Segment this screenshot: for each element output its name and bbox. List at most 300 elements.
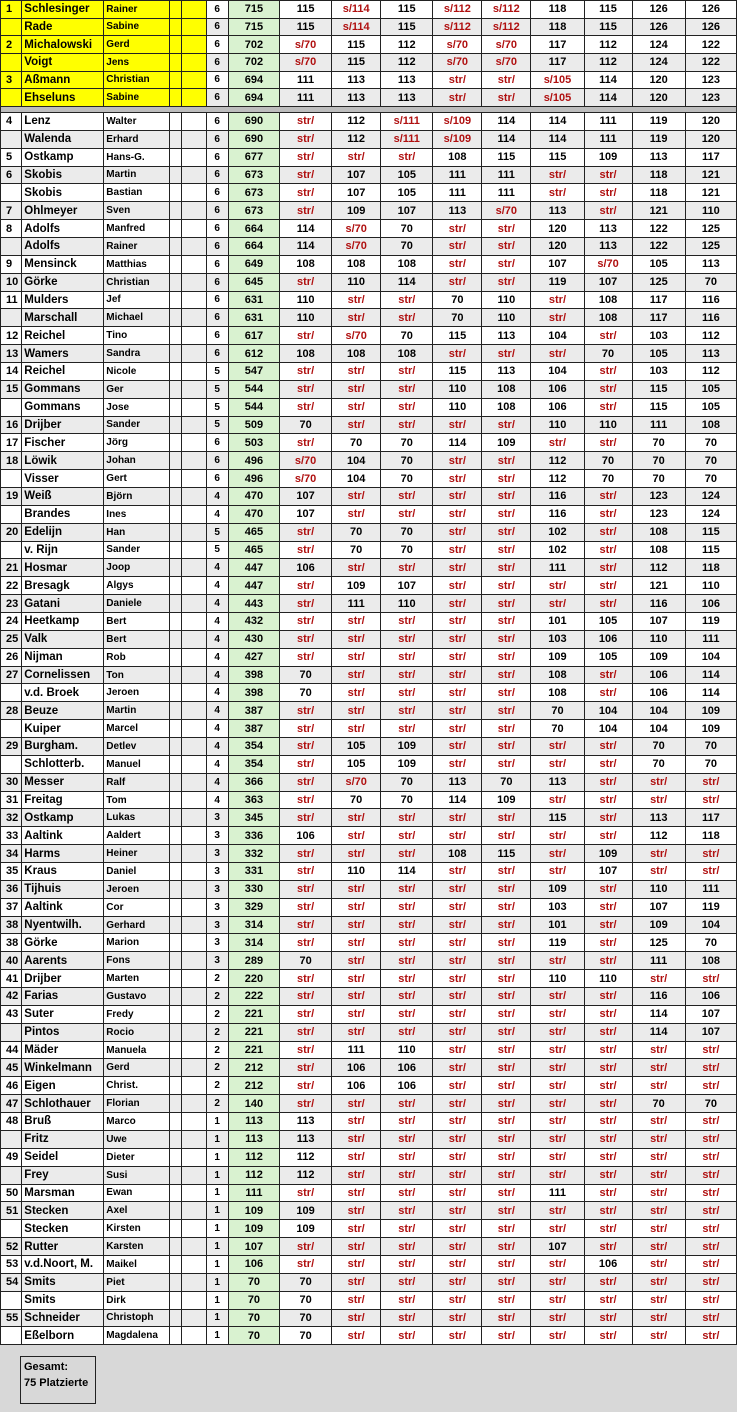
first-name-cell: Bastian: [104, 184, 170, 202]
first-name-cell: Gert: [104, 470, 170, 488]
result-cell: str/: [482, 1220, 531, 1238]
table-row: [1, 1238, 737, 1256]
total-cell: 470: [228, 487, 279, 505]
events-cell: 3: [206, 809, 228, 827]
first-name-cell: Jef: [104, 291, 170, 309]
table-row: [1, 738, 737, 756]
result-cell: str/: [332, 648, 381, 666]
first-name-cell: Jens: [104, 53, 170, 71]
result-cell: 111: [632, 416, 685, 434]
result-cell: 111: [685, 880, 736, 898]
result-cell: str/: [632, 1166, 685, 1184]
rank-cell: 19: [1, 487, 22, 505]
result-cell: 119: [632, 130, 685, 148]
last-name-cell: Adolfs: [22, 220, 104, 238]
events-cell: 6: [206, 291, 228, 309]
result-cell: 70: [433, 309, 482, 327]
result-cell: str/: [381, 380, 433, 398]
events-cell: 4: [206, 648, 228, 666]
total-cell: 331: [228, 863, 279, 881]
events-cell: 3: [206, 952, 228, 970]
spacer-cell: [170, 827, 182, 845]
rank-cell: 35: [1, 863, 22, 881]
events-cell: 2: [206, 1005, 228, 1023]
spacer-cell: [170, 1113, 182, 1131]
result-cell: 125: [632, 273, 685, 291]
result-cell: str/: [280, 166, 332, 184]
table-row: [1, 1255, 737, 1273]
result-cell: str/: [280, 738, 332, 756]
first-name-cell: Sabine: [104, 89, 170, 107]
result-cell: 109: [584, 148, 632, 166]
total-cell: 509: [228, 416, 279, 434]
spacer-cell: [182, 18, 206, 36]
result-cell: 107: [531, 255, 584, 273]
result-cell: s/70: [280, 53, 332, 71]
result-cell: str/: [280, 327, 332, 345]
result-cell: str/: [280, 934, 332, 952]
rank-cell: 23: [1, 595, 22, 613]
events-cell: 2: [206, 970, 228, 988]
result-cell: 125: [685, 220, 736, 238]
rank-cell: 15: [1, 380, 22, 398]
result-cell: str/: [381, 952, 433, 970]
result-cell: str/: [685, 1077, 736, 1095]
result-cell: str/: [482, 1095, 531, 1113]
spacer-cell: [170, 952, 182, 970]
rank-cell: [1, 53, 22, 71]
result-cell: 121: [685, 166, 736, 184]
result-cell: str/: [531, 952, 584, 970]
events-cell: 6: [206, 345, 228, 363]
events-cell: 5: [206, 416, 228, 434]
total-cell: 109: [228, 1220, 279, 1238]
first-name-cell: Rob: [104, 648, 170, 666]
result-cell: 118: [685, 827, 736, 845]
result-cell: 109: [381, 755, 433, 773]
result-cell: str/: [584, 1184, 632, 1202]
spacer-cell: [170, 720, 182, 738]
spacer-cell: [182, 613, 206, 631]
spacer-cell: [170, 1273, 182, 1291]
first-name-cell: Karsten: [104, 1238, 170, 1256]
result-cell: str/: [280, 112, 332, 130]
result-cell: s/112: [482, 18, 531, 36]
spacer-cell: [182, 1184, 206, 1202]
first-name-cell: Bert: [104, 613, 170, 631]
result-cell: str/: [332, 827, 381, 845]
first-name-cell: Erhard: [104, 130, 170, 148]
result-cell: str/: [433, 1130, 482, 1148]
result-cell: 114: [381, 273, 433, 291]
result-cell: str/: [685, 1202, 736, 1220]
rank-cell: 53: [1, 1255, 22, 1273]
spacer-cell: [182, 630, 206, 648]
result-cell: str/: [332, 505, 381, 523]
result-cell: str/: [433, 1202, 482, 1220]
result-cell: str/: [280, 845, 332, 863]
last-name-cell: Aaltink: [22, 898, 104, 916]
last-name-cell: Weiß: [22, 487, 104, 505]
first-name-cell: Sander: [104, 416, 170, 434]
result-cell: str/: [280, 791, 332, 809]
result-cell: str/: [332, 613, 381, 631]
table-row: [1, 595, 737, 613]
events-cell: 6: [206, 184, 228, 202]
result-cell: 70: [632, 1095, 685, 1113]
result-cell: str/: [433, 702, 482, 720]
last-name-cell: v.d.Noort, M.: [22, 1255, 104, 1273]
result-cell: str/: [632, 1273, 685, 1291]
result-cell: str/: [332, 988, 381, 1006]
result-cell: str/: [482, 1023, 531, 1041]
result-cell: 114: [433, 791, 482, 809]
spacer-cell: [170, 630, 182, 648]
rank-cell: 37: [1, 898, 22, 916]
result-cell: str/: [433, 684, 482, 702]
result-cell: str/: [332, 1291, 381, 1309]
last-name-cell: Burgham.: [22, 738, 104, 756]
spacer-cell: [170, 738, 182, 756]
result-cell: str/: [531, 988, 584, 1006]
result-cell: str/: [685, 1059, 736, 1077]
result-cell: 105: [332, 755, 381, 773]
result-cell: str/: [482, 470, 531, 488]
result-cell: 124: [632, 53, 685, 71]
spacer-cell: [182, 71, 206, 89]
result-cell: s/70: [280, 36, 332, 54]
rank-cell: 51: [1, 1202, 22, 1220]
result-cell: str/: [433, 755, 482, 773]
result-cell: 115: [332, 36, 381, 54]
result-cell: 70: [632, 470, 685, 488]
result-cell: str/: [280, 702, 332, 720]
events-cell: 6: [206, 1, 228, 19]
result-cell: 105: [584, 648, 632, 666]
events-cell: 6: [206, 255, 228, 273]
result-cell: str/: [332, 1202, 381, 1220]
result-cell: 113: [381, 71, 433, 89]
result-cell: str/: [482, 952, 531, 970]
result-cell: str/: [332, 398, 381, 416]
result-cell: str/: [433, 541, 482, 559]
result-cell: str/: [280, 755, 332, 773]
result-cell: str/: [584, 380, 632, 398]
last-name-cell: Aaltink: [22, 827, 104, 845]
spacer-cell: [182, 130, 206, 148]
result-cell: str/: [332, 380, 381, 398]
spacer-cell: [182, 237, 206, 255]
total-cell: 690: [228, 130, 279, 148]
result-cell: str/: [685, 1327, 736, 1345]
rank-cell: 17: [1, 434, 22, 452]
rank-cell: [1, 720, 22, 738]
result-cell: 108: [531, 666, 584, 684]
total-cell: 113: [228, 1130, 279, 1148]
last-name-cell: v. Rijn: [22, 541, 104, 559]
result-cell: str/: [531, 845, 584, 863]
last-name-cell: Tijhuis: [22, 880, 104, 898]
result-cell: str/: [531, 1113, 584, 1131]
result-cell: str/: [433, 89, 482, 107]
result-cell: str/: [381, 1148, 433, 1166]
spacer-cell: [182, 166, 206, 184]
table-row: [1, 559, 737, 577]
rank-cell: 33: [1, 827, 22, 845]
last-name-cell: Adolfs: [22, 237, 104, 255]
result-cell: str/: [280, 273, 332, 291]
table-row: [1, 362, 737, 380]
result-cell: str/: [632, 1077, 685, 1095]
result-cell: str/: [531, 291, 584, 309]
first-name-cell: Detlev: [104, 738, 170, 756]
spacer-cell: [170, 970, 182, 988]
total-cell: 443: [228, 595, 279, 613]
result-cell: str/: [685, 1309, 736, 1327]
result-cell: str/: [332, 1005, 381, 1023]
result-cell: str/: [685, 970, 736, 988]
last-name-cell: Mäder: [22, 1041, 104, 1059]
result-cell: 116: [685, 309, 736, 327]
spacer-cell: [182, 1, 206, 19]
result-cell: str/: [584, 505, 632, 523]
total-cell: 432: [228, 613, 279, 631]
result-cell: 107: [332, 166, 381, 184]
result-cell: str/: [482, 541, 531, 559]
spacer-cell: [182, 738, 206, 756]
result-cell: 101: [531, 916, 584, 934]
table-row: [1, 434, 737, 452]
result-cell: str/: [433, 220, 482, 238]
first-name-cell: Christian: [104, 273, 170, 291]
result-cell: str/: [332, 952, 381, 970]
result-cell: str/: [433, 880, 482, 898]
result-cell: str/: [685, 1113, 736, 1131]
result-cell: 109: [482, 434, 531, 452]
rank-cell: 18: [1, 452, 22, 470]
result-cell: 70: [685, 452, 736, 470]
total-cell: 544: [228, 380, 279, 398]
result-cell: 101: [531, 613, 584, 631]
result-cell: str/: [280, 898, 332, 916]
last-name-cell: Schlesinger: [22, 1, 104, 19]
last-name-cell: Farias: [22, 988, 104, 1006]
total-cell: 673: [228, 202, 279, 220]
result-cell: str/: [381, 362, 433, 380]
total-cell: 329: [228, 898, 279, 916]
table-row: [1, 1291, 737, 1309]
table-row: [1, 541, 737, 559]
spacer-cell: [170, 666, 182, 684]
total-cell: 702: [228, 36, 279, 54]
last-name-cell: Schlothauer: [22, 1095, 104, 1113]
result-cell: str/: [531, 1005, 584, 1023]
result-cell: 107: [280, 487, 332, 505]
result-cell: s/70: [332, 237, 381, 255]
result-cell: 113: [632, 809, 685, 827]
result-cell: 110: [332, 863, 381, 881]
result-cell: 110: [280, 291, 332, 309]
result-cell: str/: [433, 916, 482, 934]
last-name-cell: Ehseluns: [22, 89, 104, 107]
result-cell: str/: [280, 398, 332, 416]
spacer-cell: [170, 36, 182, 54]
last-name-cell: Harms: [22, 845, 104, 863]
result-cell: str/: [433, 970, 482, 988]
spacer-cell: [182, 1095, 206, 1113]
rank-cell: 2: [1, 36, 22, 54]
spacer-cell: [182, 880, 206, 898]
result-cell: str/: [482, 1273, 531, 1291]
result-cell: 115: [632, 380, 685, 398]
first-name-cell: Manfred: [104, 220, 170, 238]
result-cell: str/: [584, 809, 632, 827]
result-cell: 104: [685, 648, 736, 666]
result-cell: str/: [482, 1041, 531, 1059]
total-cell: 715: [228, 18, 279, 36]
result-cell: 123: [632, 487, 685, 505]
result-cell: 70: [381, 470, 433, 488]
result-cell: 70: [584, 452, 632, 470]
result-cell: str/: [584, 898, 632, 916]
total-cell: 430: [228, 630, 279, 648]
result-cell: 108: [584, 291, 632, 309]
result-cell: 108: [332, 345, 381, 363]
result-cell: s/70: [482, 36, 531, 54]
result-cell: str/: [584, 755, 632, 773]
result-cell: str/: [381, 1220, 433, 1238]
rank-cell: 8: [1, 220, 22, 238]
table-row: [1, 255, 737, 273]
result-cell: str/: [531, 1166, 584, 1184]
result-cell: 70: [332, 434, 381, 452]
result-cell: str/: [381, 845, 433, 863]
result-cell: 70: [685, 470, 736, 488]
last-name-cell: Voigt: [22, 53, 104, 71]
result-cell: 70: [280, 416, 332, 434]
result-cell: 114: [433, 434, 482, 452]
total-cell: 664: [228, 237, 279, 255]
result-cell: str/: [685, 863, 736, 881]
result-cell: 110: [332, 273, 381, 291]
result-cell: str/: [332, 1238, 381, 1256]
result-cell: str/: [632, 1327, 685, 1345]
result-cell: 70: [381, 773, 433, 791]
result-cell: 110: [584, 416, 632, 434]
result-cell: str/: [381, 898, 433, 916]
result-cell: str/: [280, 434, 332, 452]
result-cell: str/: [531, 1273, 584, 1291]
result-cell: str/: [433, 666, 482, 684]
result-cell: str/: [433, 559, 482, 577]
spacer-cell: [182, 648, 206, 666]
result-cell: 104: [632, 702, 685, 720]
spacer-cell: [182, 577, 206, 595]
result-cell: str/: [482, 1113, 531, 1131]
result-cell: str/: [433, 452, 482, 470]
result-cell: 113: [332, 71, 381, 89]
result-cell: 111: [482, 166, 531, 184]
result-cell: 115: [381, 18, 433, 36]
result-cell: str/: [482, 1309, 531, 1327]
result-cell: s/111: [381, 130, 433, 148]
result-cell: 110: [381, 595, 433, 613]
events-cell: 3: [206, 880, 228, 898]
events-cell: 1: [206, 1309, 228, 1327]
rank-cell: 3: [1, 71, 22, 89]
events-cell: 5: [206, 362, 228, 380]
table-row: [1, 398, 737, 416]
events-cell: 6: [206, 470, 228, 488]
spacer-cell: [170, 327, 182, 345]
result-cell: str/: [632, 1309, 685, 1327]
spacer-cell: [170, 18, 182, 36]
table-row: [1, 18, 737, 36]
table-row: [1, 53, 737, 71]
events-cell: 6: [206, 202, 228, 220]
result-cell: str/: [632, 1041, 685, 1059]
result-cell: str/: [280, 613, 332, 631]
spacer-cell: [170, 202, 182, 220]
result-cell: 112: [332, 112, 381, 130]
result-cell: str/: [584, 880, 632, 898]
result-cell: str/: [531, 1309, 584, 1327]
result-cell: 112: [280, 1166, 332, 1184]
result-cell: str/: [685, 791, 736, 809]
result-cell: str/: [584, 577, 632, 595]
result-cell: 116: [632, 595, 685, 613]
rank-cell: 21: [1, 559, 22, 577]
table-row: [1, 952, 737, 970]
result-cell: str/: [482, 523, 531, 541]
last-name-cell: Freitag: [22, 791, 104, 809]
result-cell: 114: [482, 112, 531, 130]
result-cell: str/: [433, 1077, 482, 1095]
result-cell: 106: [632, 684, 685, 702]
result-cell: str/: [433, 1238, 482, 1256]
result-cell: str/: [280, 648, 332, 666]
result-cell: str/: [531, 863, 584, 881]
result-cell: str/: [584, 666, 632, 684]
result-cell: str/: [280, 541, 332, 559]
table-row: [1, 916, 737, 934]
table-row: [1, 1005, 737, 1023]
result-cell: str/: [332, 1023, 381, 1041]
result-cell: str/: [531, 1095, 584, 1113]
result-cell: 70: [584, 345, 632, 363]
result-cell: str/: [482, 452, 531, 470]
total-cell: 70: [228, 1327, 279, 1345]
spacer-cell: [170, 648, 182, 666]
total-cell: 547: [228, 362, 279, 380]
last-name-cell: Pintos: [22, 1023, 104, 1041]
result-cell: 70: [280, 684, 332, 702]
result-cell: str/: [482, 738, 531, 756]
rank-cell: 32: [1, 809, 22, 827]
result-cell: s/70: [332, 220, 381, 238]
spacer-cell: [182, 523, 206, 541]
spacer-cell: [170, 595, 182, 613]
result-cell: str/: [482, 666, 531, 684]
result-cell: 120: [632, 89, 685, 107]
last-name-cell: Gatani: [22, 595, 104, 613]
result-cell: str/: [433, 505, 482, 523]
last-name-cell: Mensinck: [22, 255, 104, 273]
result-cell: str/: [531, 827, 584, 845]
result-cell: str/: [381, 1113, 433, 1131]
total-cell: 70: [228, 1309, 279, 1327]
table-row: [1, 71, 737, 89]
